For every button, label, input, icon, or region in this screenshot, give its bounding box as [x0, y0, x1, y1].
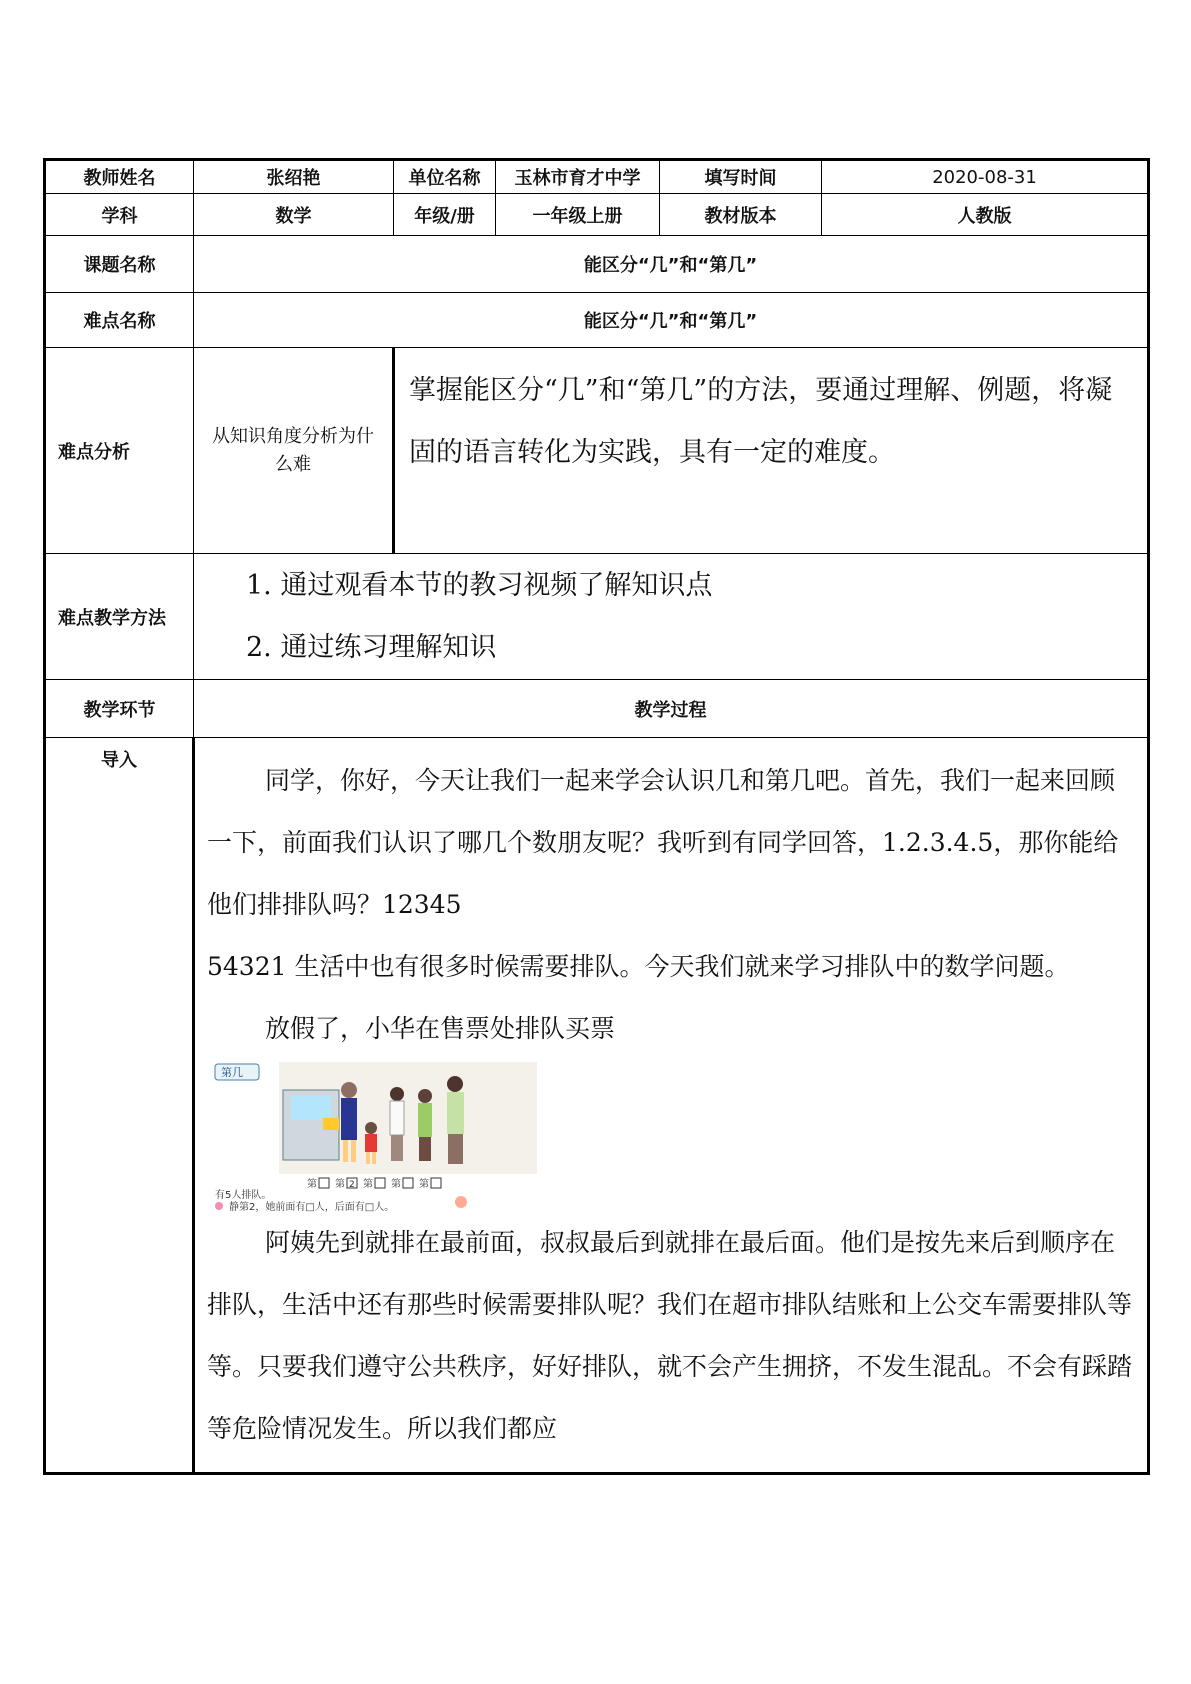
child-face-icon [455, 1196, 467, 1208]
methods-list [194, 554, 1149, 680]
illustration-tag: 第几 [221, 1066, 243, 1079]
intro-paragraph-2: 54321 生活中也有很多时候需要排队。今天我们就来学习排队中的数学问题。 [207, 952, 1070, 981]
analysis-sub-label: 从知识角度分析为什么难 [194, 348, 394, 554]
unit-name-value: 玉林市育才中学 [496, 160, 660, 194]
intro-paragraph-4: 阿姨先到就排在最前面，叔叔最后到就排在最后面。他们是按先来后到顺序在排队，生活中还有那些时候需要排队呢？我们在超市排队结账和上公交车需要排队等等。只要我们遵守公共秩序，好好排队，就不会产生拥挤，不发生混乱。不会有踩踏等危险情况发生。所以我们都应 [207, 1228, 1133, 1443]
lesson-plan-table [43, 158, 1150, 1475]
ordinal-2: 第 [335, 1179, 345, 1190]
teacher-name-value: 张绍艳 [194, 160, 394, 194]
illustration-line-1: 有5人排队。 [215, 1190, 272, 1201]
analysis-text: 掌握能区分“几”和“第几”的方法，要通过理解、例题，将凝固的语言转化为实践，具有一定的难度。 [394, 348, 1149, 554]
difficulty-value: 能区分“几”和“第几” [194, 293, 1149, 348]
grade-value: 一年级上册 [496, 194, 660, 236]
subject-label: 学科 [45, 194, 194, 236]
girl-icon [215, 1202, 223, 1210]
unit-name-label: 单位名称 [394, 160, 496, 194]
topic-value: 能区分“几”和“第几” [194, 236, 1149, 293]
grade-label: 年级/册 [394, 194, 496, 236]
subject-value: 数学 [194, 194, 394, 236]
edition-value: 人教版 [822, 194, 1149, 236]
intro-paragraph-3: 放假了，小华在售票处排队买票 [265, 1014, 616, 1043]
topic-label: 课题名称 [45, 236, 194, 293]
method-item-1: 1. 通过观看本节的教习视频了解知识点 [246, 569, 713, 601]
ordinal-1: 第 [307, 1179, 317, 1190]
edition-label: 教材版本 [660, 194, 822, 236]
illustration-line-2: 静第2，她前面有□人，后面有□人。 [229, 1202, 395, 1212]
ordinal-4: 第 [391, 1179, 401, 1190]
analysis-label: 难点分析 [45, 348, 194, 554]
queue-illustration [211, 1060, 541, 1212]
intro-paragraph-1: 同学，你好，今天让我们一起来学会认识几和第几吧。首先，我们一起来回顾一下，前面我们认识了哪几个数朋友呢？我听到有同学回答，1.2.3.4.5，那你能给他们排排队吗？12345 [207, 766, 1119, 919]
ordinal-5: 第 [419, 1179, 429, 1190]
fill-date-value: 2020-08-31 [822, 160, 1149, 194]
method-item-2: 2. 通过练习理解知识 [246, 631, 497, 663]
intro-stage-label: 导入 [45, 738, 194, 1474]
intro-content [194, 738, 1149, 1474]
difficulty-label: 难点名称 [45, 293, 194, 348]
methods-label: 难点教学方法 [45, 554, 194, 680]
fill-date-label: 填写时间 [660, 160, 822, 194]
process-header-value: 教学过程 [194, 680, 1149, 738]
ordinal-3: 第 [363, 1179, 373, 1190]
process-stage-label: 教学环节 [45, 680, 194, 738]
ordinal-2-number: 2 [349, 1180, 355, 1190]
teacher-name-label: 教师姓名 [45, 160, 194, 194]
